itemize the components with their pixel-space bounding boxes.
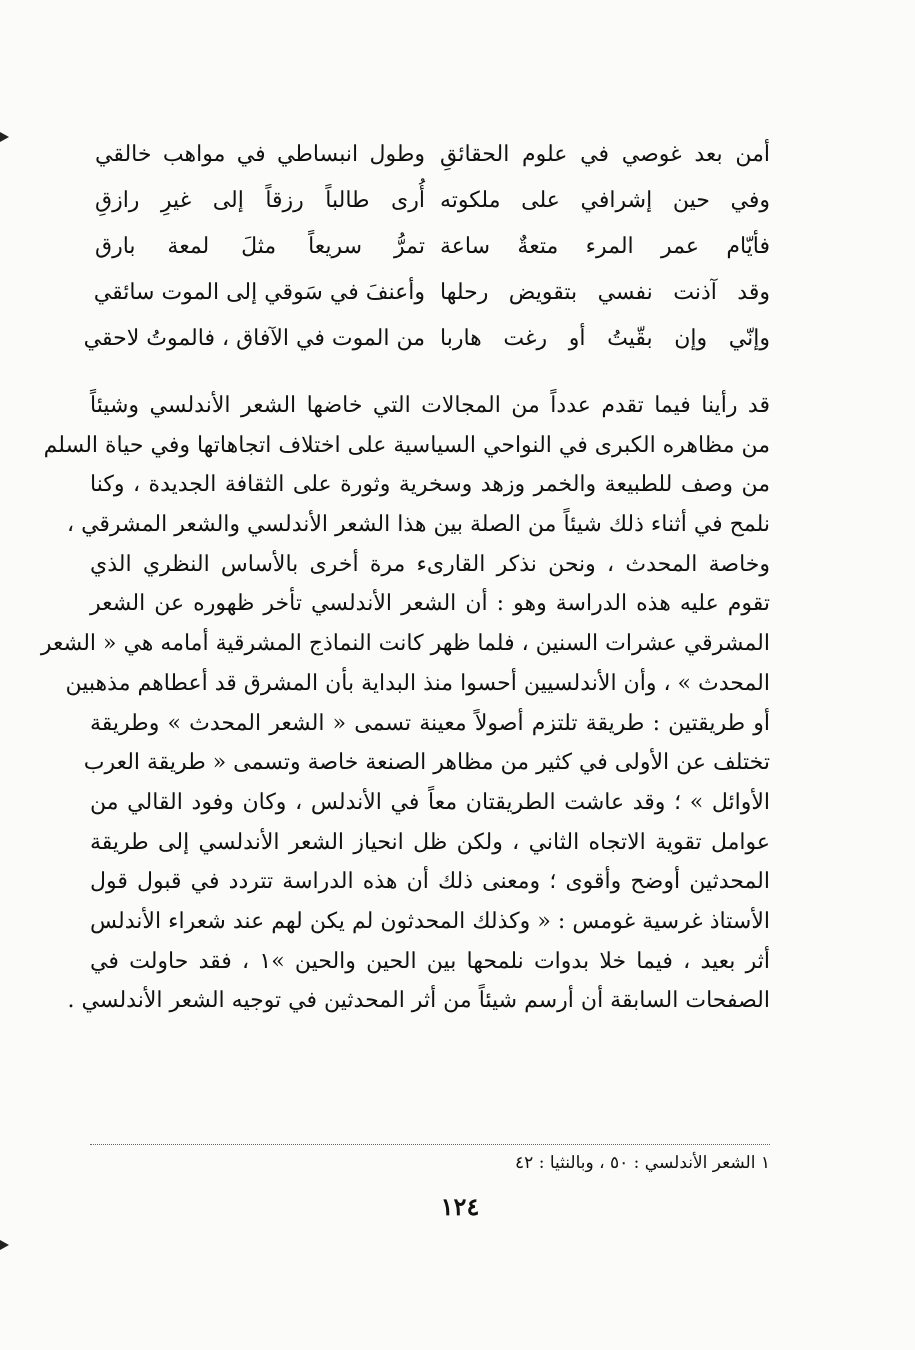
paragraph-line: نلمح في أثناء ذلك شيئاً من الصلة بين هذا الشعر الأندلسي والشعر المشرقي ،	[66, 512, 770, 538]
paragraph-line: وخاصة المحدث ، ونحن نذكر القارىء مرة أخرى بالأساس النظري الذي	[90, 551, 770, 577]
poem-verse: أمن بعد غوصي في علوم الحقائقِ	[440, 142, 770, 167]
paragraph-line: أو طريقتين : طريقة تلتزم أصولاً معينة تسمى « الشعر المحدث » وطريقة	[90, 710, 770, 736]
poem-block	[83, 132, 770, 372]
poem-verse: وطول انبساطي في مواهب خالقي	[95, 142, 425, 167]
footnote-separator	[90, 1144, 770, 1145]
paragraph-line: الصفحات السابقة أن أرسم شيئاً من أثر المحدثين في توجيه الشعر الأندلسي .	[67, 988, 770, 1014]
paragraph-line: قد رأينا فيما تقدم عدداً من المجالات التي خاضها الشعر الأندلسي وشيئاً	[90, 393, 770, 418]
paragraph-line: المشرقي عشرات السنين ، فلما ظهر كانت النماذج المشرقية أمامه هي « الشعر	[40, 631, 770, 657]
body-paragraph	[40, 386, 770, 1021]
poem-verse: من الموت في الآفاق ، فالموتُ لاحقي	[83, 326, 425, 351]
poem-verse: تمرُّ سريعاً مثلَ لمعة بارق	[95, 234, 425, 259]
margin-tick-mark	[0, 132, 9, 142]
paragraph-line: الأوائل » ؛ وقد عاشت الطريقتان معاً في الأندلس ، وكان وفود القالي من	[90, 789, 770, 815]
paragraph-line: من وصف للطبيعة والخمر وزهد وسخرية وثورة على الثقافة الجديدة ، وكنا	[90, 472, 770, 498]
poem-second-hemistichs	[83, 132, 425, 362]
poem-verse: وقد آذنت نفسي بتقويض رحلها	[440, 280, 770, 305]
poem-verse: وإنّي وإن بقّيتُ أو رغت هاربا	[440, 326, 770, 351]
footnote: ١ الشعر الأندلسي : ٥٠ ، وبالنثيا : ٤٢	[515, 1153, 770, 1173]
paragraph-line: أثر بعيد ، فيما خلا بدوات نلمحها بين الحين والحين »١ ، فقد حاولت في	[90, 948, 770, 974]
paragraph-line: المحدث » ، وأن الأندلسيين أحسوا منذ البداية بأن المشرق قد أعطاهم مذهبين	[65, 670, 770, 696]
paragraph-line: تختلف عن الأولى في كثير من مظاهر الصنعة خاصة وتسمى « طريقة العرب	[83, 750, 770, 776]
poem-verse: فأيّام عمر المرء متعةٌ ساعة	[440, 234, 770, 259]
page-number: ١٢٤	[440, 1192, 480, 1221]
paragraph-line: عوامل تقوية الاتجاه الثاني ، ولكن ظل انحياز الشعر الأندلسي إلى طريقة	[90, 829, 770, 855]
paragraph-line: المحدثين أوضح وأقوى ؛ ومعنى ذلك أن هذه الدراسة تتردد في قبول قول	[90, 869, 770, 895]
paragraph-line: الأستاذ غرسية غومس : « وكذلك المحدثون لم يكن لهم عند شعراء الأندلس	[90, 908, 770, 934]
poem-verse: أُرى طالباً رزقاً إلى غيرِ رازقِ	[95, 188, 425, 213]
poem-first-hemistichs	[440, 132, 770, 362]
paragraph-line: تقوم عليه هذه الدراسة وهو : أن الشعر الأندلسي تأخر ظهوره عن الشعر	[90, 591, 770, 617]
margin-tick-mark	[0, 1240, 9, 1250]
poem-verse: وأعنفَ في سَوقي إلى الموت سائقي	[93, 280, 425, 305]
paragraph-line: من مظاهره الكبرى في النواحي السياسية على اختلاف اتجاهاتها وفي حياة السلم	[43, 432, 770, 458]
poem-verse: وفي حين إشرافي على ملكوته	[440, 188, 770, 213]
